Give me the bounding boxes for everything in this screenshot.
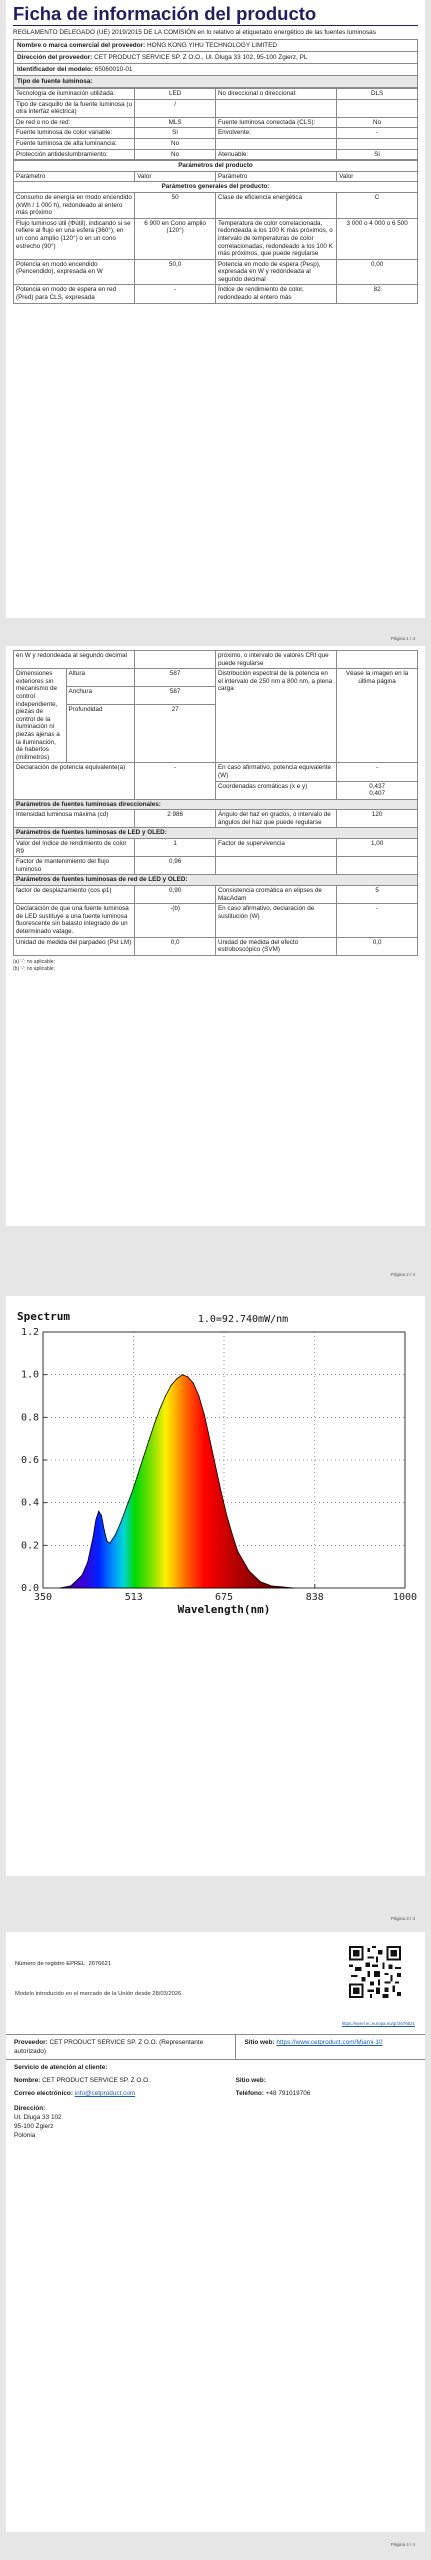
email-link[interactable]: info@cetproduct.com — [74, 2090, 136, 2097]
spectrum-point — [137, 1474, 138, 1475]
model-label: Identificador del modelo: — [17, 66, 93, 73]
param-value: - — [337, 128, 418, 139]
spectrum-point — [104, 1530, 105, 1531]
table-row — [14, 259, 418, 285]
source-type-table — [13, 88, 418, 160]
page-3 — [6, 1296, 425, 1876]
supplier-name-label: Nombre o marca comercial del proveedor: — [17, 42, 146, 49]
y-tick-label: 0.0 — [20, 1583, 39, 1594]
source-type-header: Tipo de fuente luminosa: — [14, 76, 417, 87]
table-row — [14, 285, 418, 303]
table-row — [14, 117, 418, 128]
phone-label: Teléfono: — [235, 2090, 264, 2097]
spectrum-chart — [13, 1306, 418, 1618]
param-label: en W y redondeada al segundo decimal — [14, 651, 135, 669]
spectrum-point — [98, 1511, 99, 1512]
param-label: Fuente luminosa conectada (CLS): — [215, 117, 336, 128]
param-value: / — [135, 99, 216, 117]
param-value — [337, 857, 418, 875]
param-value: No — [337, 117, 418, 128]
chroma-value: 0,437 0,407 — [337, 781, 418, 799]
param-label: Protección antideslumbramiento: — [14, 149, 135, 160]
col-value: Valor — [135, 171, 216, 182]
supplier-address-label: Dirección del proveedor: — [17, 54, 93, 61]
page-number: Página 3 / 4 — [390, 1916, 415, 1921]
param-label: En caso afirmativo, declaración de sustitución (W) — [215, 904, 336, 937]
customer-service-header: Servicio de atención al cliente: — [14, 2064, 108, 2071]
directional-header: Parámetros de fuentes luminosas direccionales: — [14, 799, 418, 810]
spectrum-point — [82, 1575, 83, 1576]
page-number: Página 2 / 4 — [390, 1272, 415, 1277]
general-header: Parámetros generales del producto: — [14, 182, 418, 193]
param-value: Sí — [337, 149, 418, 160]
spectrum-point — [237, 1551, 238, 1552]
param-value: 50,0 — [135, 259, 216, 285]
param-label — [215, 857, 336, 875]
param-label: Consumo de energía en modo encendido (kWh / 1 000 h), redondeado al entero más próximo — [14, 192, 135, 218]
param-value: LED — [135, 89, 216, 100]
spectrum-point — [193, 1383, 194, 1384]
param-label: Envolvente: — [215, 128, 336, 139]
dimensions-label: Dimensiones exteriores sin mecanismo de control independiente, piezas de control de la iluminación ni piezas ajenas a la iluminación, de haberlos (milímetros) — [14, 669, 67, 763]
param-value: C — [337, 192, 418, 218]
table-row — [14, 937, 418, 955]
param-value: 6 900 en Cono amplio (120°) — [135, 218, 216, 259]
param-label: Índice de rendimiento de color, redondeado al entero más — [215, 285, 336, 303]
eprel-number: 2676621 — [88, 1961, 112, 1967]
y-tick-label: 0.6 — [20, 1455, 39, 1466]
spectrum-point — [215, 1466, 216, 1467]
param-label: factor de desplazamiento (cos φ1) — [14, 886, 135, 904]
spectrum-point — [260, 1581, 261, 1582]
parameters-table — [13, 160, 418, 304]
supplier-name: HONG KONG YIHU TECHNOLOGY LIMITED — [147, 42, 277, 49]
chroma-label: Coordenadas cromáticas (x e y) — [215, 781, 336, 799]
equiv-power-label: En caso afirmativo, potencia equivalente (W) — [215, 763, 336, 781]
param-label: próximo, o intervalo de valores CRI que puede regularse — [215, 651, 336, 669]
spectrum-point — [182, 1374, 183, 1375]
col-param: Parámetro — [14, 171, 135, 182]
spectrum-point — [293, 1588, 294, 1589]
footnote-b: (b) '-': no aplicable; — [13, 965, 55, 972]
table-row — [14, 839, 418, 857]
spectrum-point — [232, 1534, 233, 1535]
page-2 — [6, 646, 425, 1226]
spectrum-point — [121, 1521, 122, 1522]
table-row — [14, 149, 418, 160]
qr-code-icon[interactable] — [349, 1946, 401, 1998]
param-label: Fuente luminosa de alta luminancia: — [14, 138, 135, 149]
address-line: Ul. Dluga 33 102 — [14, 2114, 62, 2121]
param-value: 3 000 o 4 000 o 6 500 — [337, 218, 418, 259]
supplier-box — [13, 39, 418, 88]
table-row — [14, 89, 418, 100]
param-label: Potencia en modo encendido (Pencendido), expresada en W — [14, 259, 135, 285]
mains-led-header: Parámetros de fuentes luminosas de red de LED y OLED: — [14, 875, 418, 886]
param-value: 0,96 — [135, 857, 216, 875]
spectrum-point — [210, 1440, 211, 1441]
y-tick-label: 0.2 — [20, 1540, 39, 1552]
col-value: Valor — [337, 171, 418, 182]
param-label: No direccional o direccional: — [215, 89, 336, 100]
spectrum-point — [148, 1440, 149, 1441]
spectrum-point — [221, 1492, 222, 1493]
parameters-table-cont — [13, 650, 418, 956]
spectrum-point — [87, 1562, 88, 1563]
param-value: -(b) — [135, 904, 216, 937]
param-value: 50 — [135, 192, 216, 218]
spectrum-point — [132, 1492, 133, 1493]
dim-key: Anchura — [66, 687, 135, 705]
y-tick-label: 0.4 — [20, 1497, 39, 1509]
param-label: Atenuable: — [215, 149, 336, 160]
spectrum-point — [271, 1585, 272, 1586]
table-row — [14, 128, 418, 139]
param-value — [337, 138, 418, 149]
spectrum-point — [249, 1570, 250, 1571]
param-value: No — [135, 149, 216, 160]
spectrum-point — [107, 1541, 108, 1542]
x-tick-label: 513 — [124, 1592, 143, 1603]
name-label: Nombre: — [14, 2077, 41, 2084]
supplier-label: Proveedor: — [14, 2039, 48, 2046]
spectrum-point — [101, 1515, 102, 1516]
spd-label: Distribución espectral de la potencia en el intervalo de 250 nm a 800 nm, a plena carga — [215, 669, 336, 763]
param-label: Temperatura de color correlacionada, redondeada a los 100 K más próximos, o intervalo de temperaturas de color correlacionadas, redondeado a los 100 K más próximos, que puede regularse — [215, 218, 336, 259]
y-tick-label: 1.0 — [20, 1369, 39, 1381]
spectrum-point — [126, 1506, 127, 1507]
page-number: Página 1 / 4 — [390, 636, 415, 641]
param-value: 2 986 — [135, 810, 216, 828]
spectrum-point — [198, 1396, 199, 1397]
qr-link[interactable]: https://eprel.ec.europa.eu/qr/2676621 — [341, 2021, 415, 2026]
name-value: CET PRODUCT SERVICE SP. Z O.O. — [42, 2077, 150, 2084]
param-label: Potencia en modo de espera (Pesp), expresada en W y redondeada al segundo decimal — [215, 259, 336, 285]
website-label: Sitio web: — [244, 2039, 275, 2046]
param-label — [215, 99, 336, 117]
param-value: 5 — [337, 886, 418, 904]
equiv-power-value: - — [337, 763, 418, 781]
table-row — [14, 218, 418, 259]
spectrum-point — [226, 1515, 227, 1516]
phone-value: +48 791019706 — [265, 2090, 311, 2097]
spectrum-point — [143, 1457, 144, 1458]
param-label — [215, 138, 336, 149]
param-value: DLS — [337, 89, 418, 100]
x-tick-label: 838 — [305, 1592, 324, 1603]
x-tick-label: 350 — [33, 1592, 53, 1603]
y-tick-label: 0.8 — [20, 1412, 39, 1424]
table-row — [14, 99, 418, 117]
equiv-value: - — [135, 763, 216, 799]
param-value — [337, 99, 418, 117]
spectrum-point — [115, 1534, 116, 1535]
y-tick-label: 1.2 — [20, 1327, 39, 1338]
eprel-line — [15, 1960, 111, 1969]
param-value — [337, 651, 418, 669]
param-value: - — [135, 285, 216, 303]
spectrum-point — [176, 1378, 177, 1379]
param-value: 120 — [337, 810, 418, 828]
page-4 — [6, 1932, 425, 2532]
spectrum-point — [95, 1519, 96, 1520]
footnote-a: (a) '-': no aplicable; — [13, 958, 55, 965]
param-label: Tipo de casquillo de la fuente luminosa (u otra interfaz eléctrica) — [14, 99, 135, 117]
market-intro: Modelo introducido en el mercado de la Unión desde 28/03/2026. — [15, 1991, 183, 1997]
x-tick-label: 675 — [214, 1592, 234, 1603]
dim-value: 587 — [135, 669, 216, 687]
spectrum-point — [282, 1586, 283, 1587]
table-row — [14, 886, 418, 904]
table-row — [14, 192, 418, 218]
param-label: Clase de eficiencia energética — [215, 192, 336, 218]
address-label: Dirección: — [14, 2105, 46, 2112]
model-identifier: 65060010-01 — [94, 66, 133, 73]
param-value: Sí — [135, 128, 216, 139]
website-link[interactable]: https://www.cetproduct.com/Miami-10 — [276, 2039, 383, 2046]
spd-value: Véase la imagen en la última página — [337, 669, 418, 763]
param-value — [135, 651, 216, 669]
param-label: Tecnología de iluminación utilizada: — [14, 89, 135, 100]
param-label: Valor del índice de rendimiento de color R9 — [14, 839, 135, 857]
chart-title: Spectrum — [17, 1310, 70, 1323]
param-value: 0,0 — [135, 937, 216, 955]
params-header: Parámetros del producto — [14, 161, 418, 172]
page-title: Ficha de información del producto — [13, 0, 418, 26]
table-row — [14, 138, 418, 149]
led-header: Parámetros de fuentes luminosas de LED y OLED: — [14, 828, 418, 839]
spectrum-point — [109, 1543, 110, 1544]
param-label: De red o no de red: — [14, 117, 135, 128]
spectrum-point — [165, 1396, 166, 1397]
param-label: Unidad de medida del efecto estroboscópico (SVM) — [215, 937, 336, 955]
spectrum-point — [187, 1376, 188, 1377]
param-label: Factor de supervivencia — [215, 839, 336, 857]
email-label: Correo electrónico: — [14, 2090, 73, 2097]
spectrum-point — [154, 1423, 155, 1424]
address-block — [6, 2113, 425, 2140]
table-row — [14, 857, 418, 875]
spectrum-point — [59, 1588, 60, 1589]
page-number: Página 4 / 4 — [390, 2542, 415, 2547]
param-value: No — [135, 138, 216, 149]
equiv-label: Declaración de potencia equivalente(a) — [14, 763, 135, 799]
x-axis-label: Wavelength(nm) — [177, 1603, 271, 1616]
param-label: Intensidad luminosa máxima (cd) — [14, 810, 135, 828]
eprel-label: Número de registro EPREL: — [15, 1961, 87, 1967]
spectrum-point — [93, 1536, 94, 1537]
dim-key: Profundidad — [66, 705, 135, 763]
dim-key: Altura — [66, 669, 135, 687]
param-value: - — [337, 904, 418, 937]
spectrum-point — [204, 1415, 205, 1416]
x-tick-label: 1000 — [392, 1592, 418, 1603]
param-label: Fuente luminosa de color variable: — [14, 128, 135, 139]
param-value: 0,00 — [337, 259, 418, 285]
spectrum-point — [70, 1585, 71, 1586]
param-label: Declaración de que una fuente luminosa de LED sustituye a una fuente luminosa fluorescente sin balasto integrado de un determinado vatage. — [14, 904, 135, 937]
col-param: Parámetro — [215, 171, 336, 182]
spectrum-point — [171, 1385, 172, 1386]
param-value: 1 — [135, 839, 216, 857]
table-row — [14, 904, 418, 937]
param-value: 0,90 — [135, 886, 216, 904]
param-value: MLS — [135, 117, 216, 128]
param-label: Unidad de medida del parpadeo (Pst LM) — [14, 937, 135, 955]
param-label: Factor de mantenimiento del flujo luminoso — [14, 857, 135, 875]
page-1 — [6, 0, 425, 618]
supplier-address: CET PRODUCT SERVICE SP. Z O.O., Ul. Dluga 33 102, 95-100 Zgierz, PL — [94, 54, 308, 61]
dim-value: 27 — [135, 705, 216, 763]
supplier-value: CET PRODUCT SERVICE SP. Z O.O. (Representante autorizado) — [14, 2039, 204, 2055]
dim-value: 587 — [135, 687, 216, 705]
param-label: Ángulo del haz en grados, o intervalo de ángulos del haz que puede regularse — [215, 810, 336, 828]
spectrum-point — [160, 1408, 161, 1409]
address-line: 95-100 Zgierz — [14, 2123, 54, 2130]
chart-annotation: 1.0=92.740mW/nm — [197, 1314, 289, 1325]
param-label: Potencia en modo de espera en red (Pred) para CLS, expresada — [14, 285, 135, 303]
address-line: Polonia — [14, 2132, 36, 2139]
param-value: 82 — [337, 285, 418, 303]
param-value: 1,00 — [337, 839, 418, 857]
param-label: Flujo luminoso útil (Φútil), indicando si se refiere al flujo en una esfera (360°), en un cono amplio (120°) o en un cono estrecho (90°) — [14, 218, 135, 259]
regulation-text: REGLAMENTO DELEGADO (UE) 2019/2015 DE LA COMISIÓN en lo relativo al etiquetado energético de las fuentes luminosas — [13, 29, 376, 36]
param-value: 0,0 — [337, 937, 418, 955]
website-label-2: Sitio web: — [235, 2077, 266, 2084]
param-label: Consistencia cromática en elipses de MacAdam — [215, 886, 336, 904]
